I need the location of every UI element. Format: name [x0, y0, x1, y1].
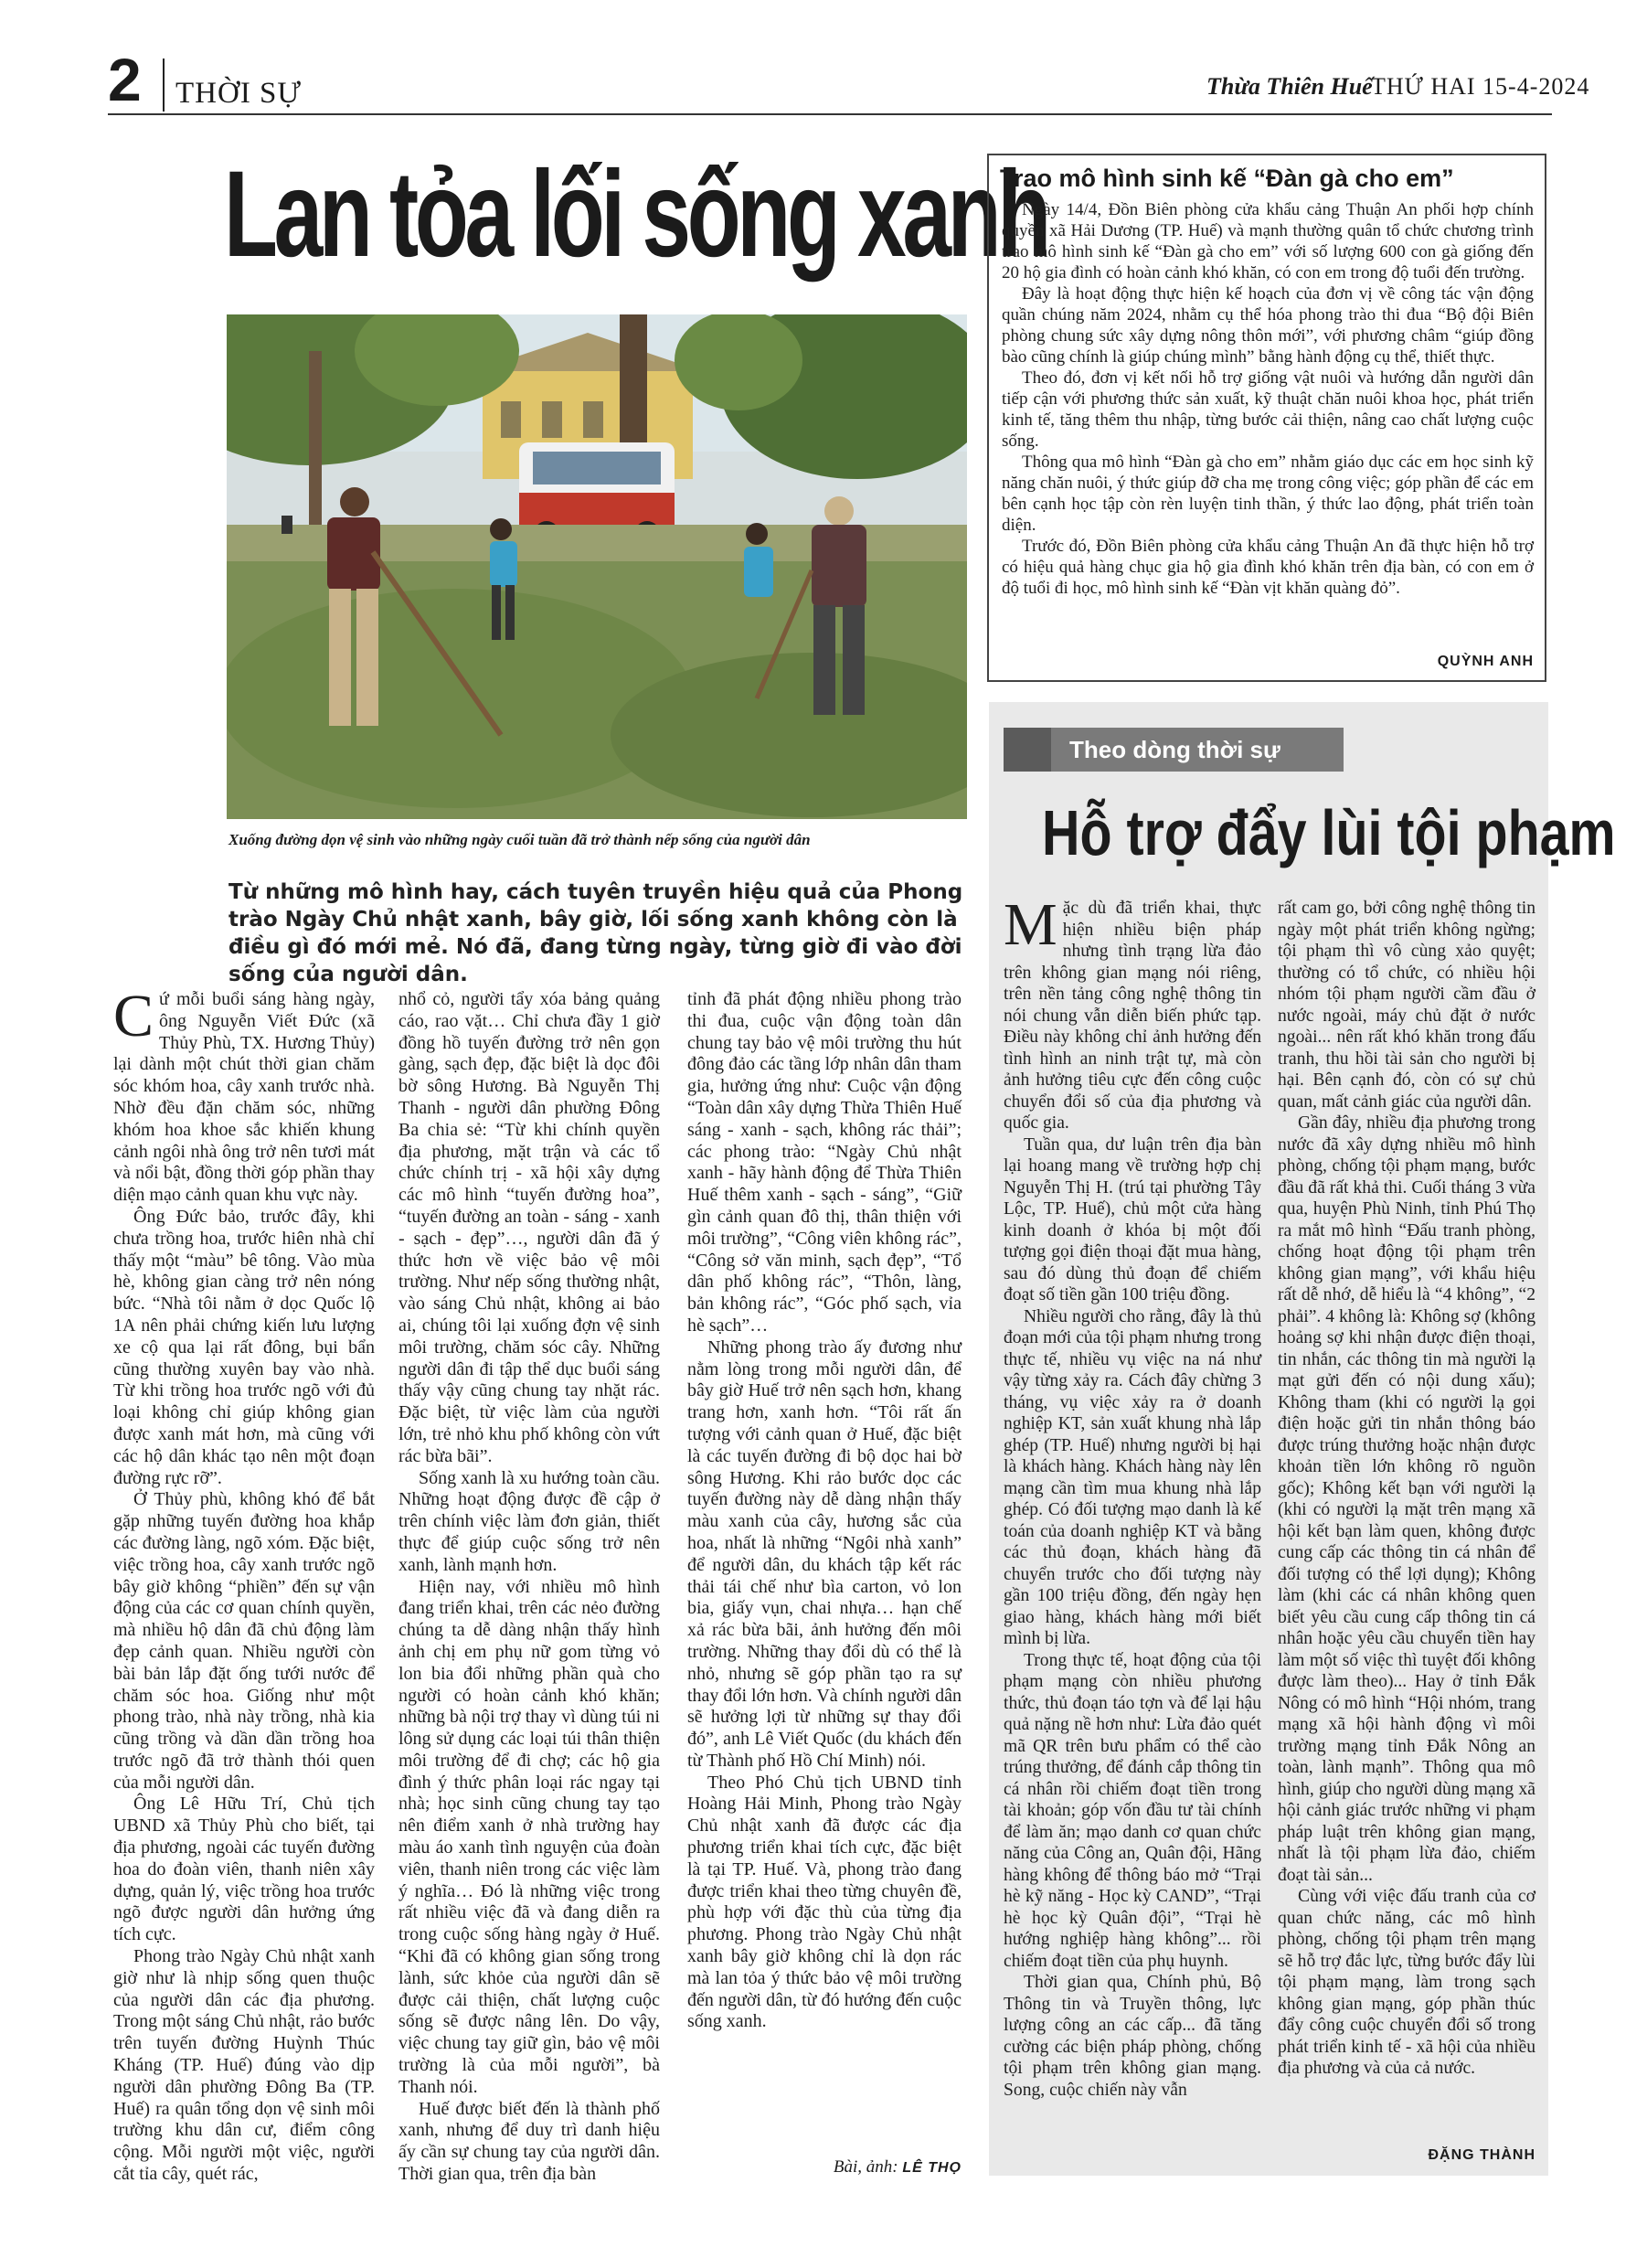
paragraph: Hiện nay, với nhiều mô hình đang triển khai, trên các nẻo đường chúng ta dễ dàng nhận thấy hình ảnh chị em phụ nữ gom từng vỏ lon bia đổi những phần quà cho người có hoàn cảnh khó khăn; những bà nội trợ thay vì dùng túi ni lông sử dụng các loại túi thân thiện môi trường để đi chợ; các hộ gia đình ý thức phân loại rác ngay tại nhà; học sinh cũng chung tay tạo nên điểm xanh ở nhà trường hay màu áo xanh tình nguyện của đoàn viên, thanh niên trong các việc làm ý nghĩa… Đó là những việc trong rất nhiều việc đã và đang diễn ra trong cuộc sống hàng ngày ở Huế. “Khi đã có không gian sống trong lành, sức khỏe của người dân sẽ được cải thiện, chất lượng cuộc sống sẽ được nâng lên. Do vậy, việc chung tay giữ gìn, bảo vệ môi trường là của mỗi người”, bà Thanh nói.	[398, 1576, 660, 2097]
commentary-column-1	[1004, 891, 1261, 2101]
paragraph: Ông Lê Hữu Trí, Chủ tịch UBND xã Thủy Phù cho biết, tại địa phương, ngoài các tuyến đường hoa do đoàn viên, thanh niên xây dựng, quản lý, việc trồng hoa trước ngõ được người dân hưởng ứng tích cực.	[113, 1794, 375, 1945]
paragraph: Ở Thủy phù, không khó để bắt gặp những tuyến đường hoa khắp các đường làng, ngõ xóm. Đặc biệt, việc trồng hoa, cây xanh trước ngõ bây giờ không “phiền” đến sự vận động của các cơ quan chính quyền, mà nhiều hộ dân đã chủ động làm đẹp cảnh quan. Nhiều người còn bài bản lắp đặt ống tưới nước để chăm sóc hoa. Giống như một phong trào, nhà này trồng, nhà kia cũng trồng và dần dần trồng hoa trước ngõ đã trở thành thói quen của mỗi người dân.	[113, 1489, 375, 1793]
paragraph: Phong trào Ngày Chủ nhật xanh giờ như là nhịp sống quen thuộc của người dân các địa phương. Trong một sáng Chủ nhật, rảo bước trên tuyến đường Huỳnh Thúc Kháng (TP. Huế) đúng vào dịp người dân phường Đông Ba (TP. Huế) ra quân tổng dọn vệ sinh môi trường khu dân cư, điểm công cộng. Mỗi người một việc, người cắt tỉa cây, quét rác,	[113, 1946, 375, 2185]
news-brief-title: Trao mô hình sinh kế “Đàn gà cho em”	[1000, 165, 1454, 192]
paragraph: Tuần qua, dư luận trên địa bàn lại hoang mang về trường hợp chị Nguyễn Thị H. (trú tại phường Tây Lộc, TP. Huế), chủ một cửa hàng kinh doanh ở khóa bị một đối tượng gọi điện thoại đặt mua hàng, sau đó dùng thủ đoạn để chiếm đoạt số tiền gần 100 triệu đồng.	[1004, 1134, 1261, 1304]
byline-name: ĐẶNG THÀNH	[1428, 2147, 1535, 2163]
paragraph: Theo Phó Chủ tịch UBND tỉnh Hoàng Hải Minh, Phong trào Ngày Chủ nhật xanh đã được các địa phương triển khai tích cực, đặc biệt là tại TP. Huế. Và, phong trào đang được triển khai theo từng chuyên đề, phù hợp với đặc thù của từng địa phương. Phong trào Ngày Chủ nhật xanh bây giờ không chỉ là dọn rác mà lan tỏa ý thức bảo vệ môi trường đến người dân, từ đó hướng đến cuộc sống xanh.	[687, 1772, 962, 2032]
article-column-1	[113, 983, 375, 2186]
paragraph: Trong thực tế, hoạt động của tội phạm mạng còn nhiều phương thức, thủ đoạn táo tợn và để lại hậu quả nặng nề hơn như: Lừa đảo quét mã QR trên bưu phẩm có thể cào trúng thưởng, để đánh cắp thông tin cá nhân rồi chiếm đoạt tiền trong tài khoản; góp vốn đầu tư tài chính để làm ăn; mạo danh cơ quan chức năng của Công an, Quân đội, Hãng hàng không để thông báo mở “Trại hè kỹ năng - Học kỳ CAND”, “Trại hè học kỳ Quân đội”, “Trại hè hướng nghiệp hàng không”... rồi chiếm đoạt tiền của phụ huynh.	[1004, 1650, 1261, 1971]
byline-name: LÊ THỌ	[902, 2160, 962, 2176]
commentary-byline	[1278, 2145, 1535, 2165]
paragraph: Thông qua mô hình “Đàn gà cho em” nhằm giáo dục các em học sinh kỹ năng chăn nuôi, ý thức giúp đỡ cha mẹ trong công việc; góp phần để các em bên cạnh học tập còn rèn luyện tinh thần, ý thức lao động, phát triển toàn diện.	[1002, 453, 1534, 535]
article-byline	[687, 2157, 962, 2177]
issue-date: THỨ HAI 15-4-2024	[1371, 73, 1590, 100]
byline-label: Bài, ảnh:	[833, 2157, 898, 2177]
paragraph: Trước đó, Đồn Biên phòng cửa khẩu cảng Thuận An đã thực hiện hỗ trợ có hiệu quả hàng chục gia hộ gia đình khó khăn trên địa bàn, có con em ở độ tuổi đi học, mô hình sinh kế “Đàn vịt khăn quàng đỏ”.	[1002, 537, 1534, 598]
paragraph: ứ mỗi buổi sáng hàng ngày, ông Nguyễn Viết Đức (xã Thủy Phù, TX. Hương Thủy) lại dành một chút thời gian chăm sóc khóm hoa, cây xanh trước nhà. Nhờ đều đặn chăm sóc, những khóm hoa khoe sắc khiến khung cảnh ngôi nhà ông trở nên tươi mát và nổi bật, đồng thời góp phần thay diện mạo cảnh quan khu vực này.	[113, 989, 375, 1206]
section-name: THỜI SỰ	[175, 77, 303, 110]
paragraph: rất cam go, bởi công nghệ thông tin ngày một phát triển không ngừng; tội phạm thì vô cùng xảo quyệt; thường có tổ chức, có nhiều hội nhóm tội phạm người cầm đầu ở nước ngoài, máy chủ đặt ở nước ngoài... nên rất khó khăn trong đấu tranh, thu hồi tài sản cho người bị hại. Bên cạnh đó, còn có sự chủ quan, mất cảnh giác của người dân.	[1278, 899, 1535, 1112]
news-brief-body	[1002, 199, 1534, 599]
paragraph: Đây là hoạt động thực hiện kế hoạch của đơn vị về công tác vận động quần chúng năm 2024, nhằm cụ thể hóa phong trào thi đua “Bộ đội Biên phòng chung sức xây dựng nông thôn mới”, với phương châm “giúp đồng bào cũng chính là giúp chúng mình” bằng hành động cụ thể, thiết thực.	[1002, 284, 1534, 367]
article-lead: Từ những mô hình hay, cách tuyên truyền hiệu quả của Phong trào Ngày Chủ nhật xanh, bây giờ, lối sống xanh không còn là điều gì đó mới mẻ. Nó đã, đang từng ngày, từng giờ đi vào đời sống của người dân.	[228, 880, 963, 986]
paragraph: Cùng với việc đấu tranh của cơ quan chức năng, các mô hình phòng, chống tội phạm trên mạng sẽ hỗ trợ đắc lực, từng bước đẩy lùi tội phạm mạng, làm trong sạch không gian mạng, góp phần thúc đẩy công cuộc chuyển đổi số trong phát triển kinh tế - xã hội của nhiều địa phương và của cả nước.	[1278, 1887, 1535, 2078]
article-column-3	[687, 989, 962, 2033]
tag-marker	[1004, 728, 1051, 772]
paragraph: Ngày 14/4, Đồn Biên phòng cửa khẩu cảng Thuận An phối hợp chính quyền xã Hải Dương (TP. Huế) và mạnh thường quân tổ chức chương trình trao mô hình sinh kế “Đàn gà cho em” với số lượng 600 con gà giống đến 20 hộ gia đình có hoàn cảnh khó khăn, có con em trong độ tuổi đến trường.	[1002, 200, 1534, 282]
paragraph: Ông Đức bảo, trước đây, khi chưa trồng hoa, trước hiên nhà chỉ thấy một “màu” bê tông. Vào mùa hè, không gian càng trở nên nóng bức. “Nhà tôi nằm ở dọc Quốc lộ 1A nên phải chứng kiến lưu lượng xe cộ qua lại rất đông, bụi bẩn cũng thường xuyên bay vào nhà. Từ khi trồng hoa trước ngõ với đủ loại không chỉ giúp không gian được xanh mát hơn, mà cũng với các hộ dân khác tạo nên một đoạn đường rực rỡ”.	[113, 1206, 375, 1488]
paragraph: Nhiều người cho rằng, đây là thủ đoạn mới của tội phạm nhưng trong thực tế, nhiều vụ việc na ná như vậy từng xảy ra. Cách đây chừng 3 tháng, vụ việc xảy ra ở doanh nghiệp KT, sản xuất khung nhà lắp ghép (TP. Huế) nhưng người bị hại là khách hàng. Khách hàng này lên mạng cần tìm mua khung nhà lắp ghép. Có đối tượng mạo danh là kế toán của doanh nghiệp KT và bằng các thủ đoạn, khách hàng đã chuyển trước cho đối tượng này gần 100 triệu đồng, đến ngày hẹn giao hàng, khách hàng mới biết mình bị lừa.	[1004, 1306, 1261, 1648]
header-divider	[163, 59, 165, 112]
paragraph: Huế được biết đến là thành phố xanh, nhưng để duy trì danh hiệu ấy cần sự chung tay của người dân. Thời gian qua, trên địa bàn	[398, 2098, 660, 2185]
paragraph: Thời gian qua, Chính phủ, Bộ Thông tin và Truyền thông, lực lượng công an các cấp... đã tăng cường các biện pháp phòng, chống tội phạm trên không gian mạng. Song, cuộc chiến này vẫn	[1004, 1973, 1261, 2100]
paragraph: ặc dù đã triển khai, thực hiện nhiều biện pháp nhưng tình trạng lừa đảo trên không gian mạng nói riêng, trên nền tảng công nghệ thông tin nói chung vẫn diễn biến phức tạp. Điều này không chỉ ảnh hưởng đến tình hình an ninh trật tự, mà còn ảnh hưởng tiêu cực đến công cuộc chuyển đổi số của địa phương và quốc gia.	[1004, 899, 1261, 1133]
photo-illustration	[227, 314, 967, 819]
paragraph: Theo đó, đơn vị kết nối hỗ trợ giống vật nuôi và hướng dẫn người dân tiếp cận với phương thức sản xuất, kỹ thuật chăn nuôi khoa học, phát triển kinh tế, tăng thêm thu nhập, từng bước cải thiện, nâng cao chất lượng cuộc sống.	[1002, 368, 1534, 451]
byline-name: QUỲNH ANH	[1437, 654, 1534, 669]
commentary-column-2	[1278, 898, 1535, 2080]
paragraph: tỉnh đã phát động nhiều phong trào thi đua, cuộc vận động toàn dân chung tay bảo vệ môi trường thu hút đông đảo các tầng lớp nhân dân tham gia, hưởng ứng như: Cuộc vận động “Toàn dân xây dựng Thừa Thiên Huế sáng - xanh - sạch, không rác thải”; các phong trào: “Ngày Chủ nhật xanh - hãy hành động để Thừa Thiên Huế thêm xanh - sạch - sáng”, “Giữ gìn cảnh quan đô thị, thân thiện với môi trường”, “Công viên không rác”, “Công sở văn minh, sạch đẹp”, “Tổ dân phố không rác”, “Thôn, làng, bản không rác”, “Góc phố sạch, vỉa hè sạch”…	[687, 989, 962, 1336]
page-number: 2	[108, 46, 142, 113]
paragraph: Sống xanh là xu hướng toàn cầu. Những hoạt động được đề cập ở trên chính việc làm đơn giản, thiết thực để giúp cuộc sống trở nên xanh, lành mạnh hơn.	[398, 1467, 660, 1575]
paragraph: nhổ cỏ, người tẩy xóa bảng quảng cáo, rao vặt… Chỉ chưa đầy 1 giờ đồng hồ tuyến đường trở nên gọn gàng, sạch đẹp, đặc biệt là dọc đôi bờ sông Hương. Bà Nguyễn Thị Thanh - người dân phường Đông Ba chia sẻ: “Từ khi chính quyền địa phương, mặt trận và các tổ chức chính trị - xã hội xây dựng các mô hình “tuyến đường hoa”, “tuyến đường an toàn - sáng - xanh - sạch - đẹp”…, người dân đã ý thức hơn về việc bảo vệ môi trường. Như nếp sống thường nhật, vào sáng Chủ nhật, không ai bảo ai, chúng tôi lại xuống đợn vệ sinh môi trường, chăm sóc cây. Những người dân đi tập thể dục buổi sáng thấy vậy cũng chung tay nhặt rác. Đặc biệt, từ việc làm của người lớn, trẻ nhỏ khu phố không còn vứt rác bừa bãi”.	[398, 989, 660, 1466]
article-title: Lan tỏa lối sống xanh	[224, 146, 1047, 282]
paragraph: Gần đây, nhiều địa phương trong nước đã xây dựng nhiều mô hình phòng, chống tội phạm mạng, bước đầu đã rất khả thi. Cuối tháng 3 vừa qua, huyện Phù Ninh, tỉnh Phú Thọ ra mắt mô hình “Đấu tranh phòng, chống hoạt động tội phạm trên không gian mạng”, với khẩu hiệu rất dễ nhớ, dễ hiểu là “4 không”, “2 phải”. 4 không là: Không sợ (không hoảng sợ khi nhận được điện thoại, tin nhắn, các thông tin mà người lạ mạt gửi đến có nội dung xấu); Không tham (khi có người lạ gọi điện hoặc gửi tin nhắn thông báo được trúng thưởng hoặc nhận được khoản tiền lớn không rõ nguồn gốc); Không kết bạn với người lạ (khi có người lạ mặt trên mạng xã hội kết bạn làm quen, không được cung cấp các thông tin cá nhân để đối tượng có thể lợi dụng); Không làm (khi các cá nhân không quen biết yêu cầu cung cấp thông tin cá nhân hoặc yêu cầu chuyển tiền hay làm một số việc thì tuyệt đối không được làm theo)... Hay ở tỉnh Đắk Nông có mô hình “Hội nhóm, trang mạng xã hội hành động vì môi trường mạng tỉnh Đắk Nông an toàn, lành mạnh”. Thông qua mô hình, giúp cho người dùng mạng xã hội cảnh giác trước những vi phạm pháp luật trên không gian mạng, nhất là tội phạm lừa đảo, chiếm đoạt tài sản...	[1278, 1113, 1535, 1885]
paper-name: Thừa Thiên Huế	[1206, 73, 1373, 100]
news-brief-byline	[1002, 651, 1534, 671]
drop-cap: C	[113, 983, 154, 1049]
paragraph: Những phong trào ấy đương như nằm lòng trong mỗi người dân, để bây giờ Huế trở nên sạch hơn, khang trang hơn, xanh hơn. “Tôi rất ấn tượng với cảnh quan ở Huế, đặc biệt là các tuyến đường đi bộ dọc hai bờ sông Hương. Khi rảo bước dọc các tuyến đường này dễ dàng nhận thấy màu xanh của cây, hương sắc của hoa, nhất là những “Ngôi nhà xanh” để người dân, du khách tập kết rác thải tái chế như bìa carton, vỏ lon bia, giấy vụn, chai nhựa… hạn chế xả rác bừa bãi, ảnh hưởng đến môi trường. Những thay đổi dù có thể là nhỏ, nhưng sẽ góp phần tạo ra sự thay đổi lớn hơn. Và chính người dân sẽ hưởng lợi từ những sự thay đổi đó”, anh Lê Viết Quốc (du khách đến từ Thành phố Hồ Chí Minh) nói.	[687, 1336, 962, 1771]
drop-cap: M	[1004, 891, 1057, 958]
commentary-tag: Theo dòng thời sự	[1004, 728, 1344, 772]
photo-caption: Xuống đường dọn vệ sinh vào những ngày cuối tuần đã trở thành nếp sống của người dân	[228, 831, 811, 848]
article-photo	[227, 314, 967, 819]
commentary-title: Hỗ trợ đẩy lùi tội phạm	[1042, 797, 1616, 868]
header-rule	[108, 113, 1552, 115]
article-column-2	[398, 989, 660, 2186]
